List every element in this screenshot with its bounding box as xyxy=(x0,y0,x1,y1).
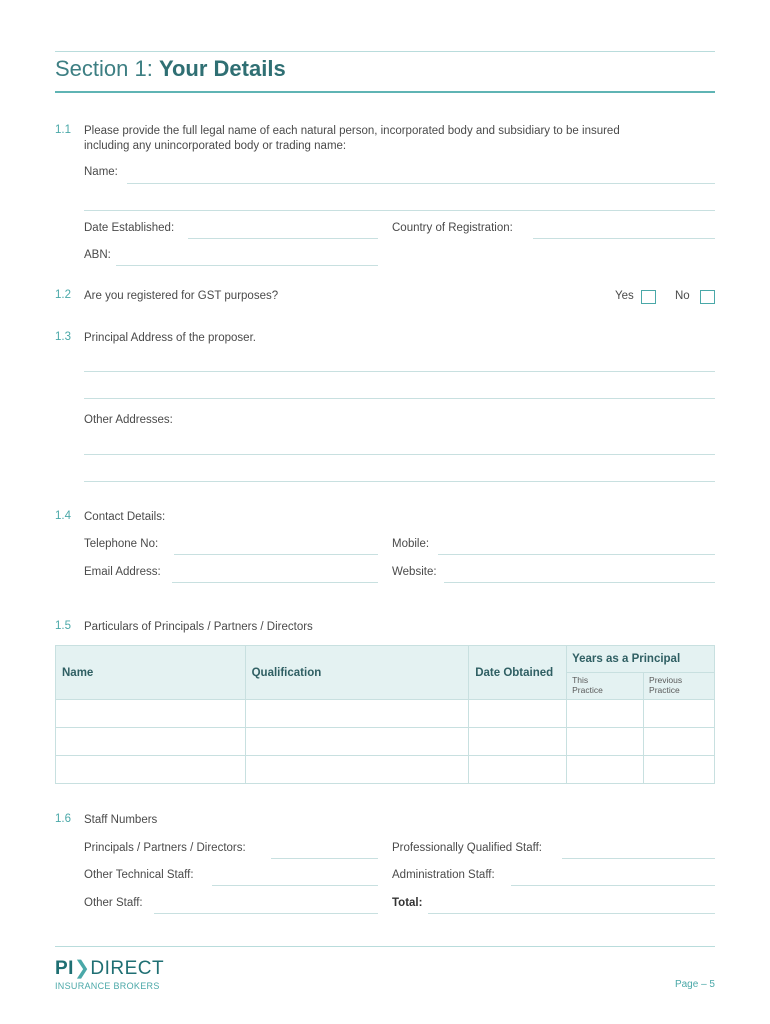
total-field[interactable] xyxy=(428,913,715,914)
table-row xyxy=(56,728,715,756)
principals-count-label: Principals / Partners / Directors: xyxy=(84,842,246,854)
question-text: Please provide the full legal name of each natural person, incorporated body and subsidiary to be insured including any unincorporated body or trading name: xyxy=(84,125,620,152)
page-number: Page – 5 xyxy=(674,979,715,990)
question-text: Are you registered for GST purposes? xyxy=(84,290,279,302)
country-label: Country of Registration: xyxy=(392,222,513,234)
table-cell[interactable] xyxy=(56,728,246,756)
abn-label: ABN: xyxy=(84,249,111,261)
gst-no-checkbox[interactable] xyxy=(700,290,715,304)
telephone-label: Telephone No: xyxy=(84,538,159,550)
other-staff-label: Other Staff: xyxy=(84,897,143,909)
top-rule xyxy=(55,51,715,52)
col-this-practice-header: This Practice xyxy=(567,673,644,700)
principals-count-field[interactable] xyxy=(271,858,378,859)
table-cell[interactable] xyxy=(469,728,567,756)
question-number: 1.3 xyxy=(55,331,71,343)
footer-rule xyxy=(55,946,715,947)
table-cell[interactable] xyxy=(56,756,246,784)
yes-label: Yes xyxy=(615,290,634,302)
name-label: Name: xyxy=(84,166,118,178)
question-number: 1.2 xyxy=(55,289,71,301)
email-label: Email Address: xyxy=(84,566,161,578)
table-cell[interactable] xyxy=(245,728,469,756)
table-cell[interactable] xyxy=(469,700,567,728)
telephone-field[interactable] xyxy=(174,554,378,555)
question-text: Contact Details: xyxy=(84,511,166,523)
website-label: Website: xyxy=(392,566,437,578)
no-label: No xyxy=(675,290,690,302)
principal-address-line-1[interactable] xyxy=(84,371,715,372)
mobile-label: Mobile: xyxy=(392,538,430,550)
name-field-line-2[interactable] xyxy=(84,210,715,211)
technical-staff-field[interactable] xyxy=(212,885,378,886)
col-previous-practice-header: Previous Practice xyxy=(644,673,715,700)
other-address-line-1[interactable] xyxy=(84,454,715,455)
question-text: Particulars of Principals / Partners / Directors xyxy=(84,621,313,633)
table-cell[interactable] xyxy=(644,756,715,784)
col-date-obtained-header: Date Obtained xyxy=(469,646,567,700)
table-cell[interactable] xyxy=(644,728,715,756)
col-name-header: Name xyxy=(56,646,246,700)
date-established-label: Date Established: xyxy=(84,222,175,234)
title-underline xyxy=(55,91,715,93)
other-address-line-2[interactable] xyxy=(84,481,715,482)
email-field[interactable] xyxy=(172,582,378,583)
table-cell[interactable] xyxy=(567,728,644,756)
principal-address-line-2[interactable] xyxy=(84,398,715,399)
table-cell[interactable] xyxy=(56,700,246,728)
question-number: 1.6 xyxy=(55,813,71,825)
question-number: 1.1 xyxy=(55,124,71,136)
abn-field[interactable] xyxy=(116,265,378,266)
name-field[interactable] xyxy=(127,183,715,184)
mobile-field[interactable] xyxy=(438,554,715,555)
arrow-icon: ❯ xyxy=(73,958,91,979)
country-field[interactable] xyxy=(533,238,715,239)
table-cell[interactable] xyxy=(245,700,469,728)
admin-staff-label: Administration Staff: xyxy=(392,869,495,881)
question-text: Principal Address of the proposer. xyxy=(84,332,256,344)
admin-staff-field[interactable] xyxy=(511,885,715,886)
gst-yes-checkbox[interactable] xyxy=(641,290,656,304)
question-text: Staff Numbers xyxy=(84,814,158,826)
question-number: 1.4 xyxy=(55,510,71,522)
col-years-header: Years as a Principal xyxy=(567,646,715,673)
section-title: Section 1: Your Details xyxy=(55,56,286,81)
principals-table xyxy=(55,645,715,784)
technical-staff-label: Other Technical Staff: xyxy=(84,869,194,881)
qualified-staff-label: Professionally Qualified Staff: xyxy=(392,842,543,854)
table-cell[interactable] xyxy=(567,700,644,728)
col-qualification-header: Qualification xyxy=(245,646,469,700)
total-label: Total: xyxy=(392,897,423,909)
date-established-field[interactable] xyxy=(188,238,378,239)
qualified-staff-field[interactable] xyxy=(562,858,715,859)
table-cell[interactable] xyxy=(644,700,715,728)
other-addresses-label: Other Addresses: xyxy=(84,414,173,426)
table-cell[interactable] xyxy=(567,756,644,784)
table-cell[interactable] xyxy=(245,756,469,784)
table-row xyxy=(56,700,715,728)
table-row xyxy=(56,756,715,784)
other-staff-field[interactable] xyxy=(154,913,378,914)
company-logo: PI❯DIRECT INSURANCE BROKERS xyxy=(55,958,165,991)
question-number: 1.5 xyxy=(55,620,71,632)
table-cell[interactable] xyxy=(469,756,567,784)
website-field[interactable] xyxy=(444,582,715,583)
